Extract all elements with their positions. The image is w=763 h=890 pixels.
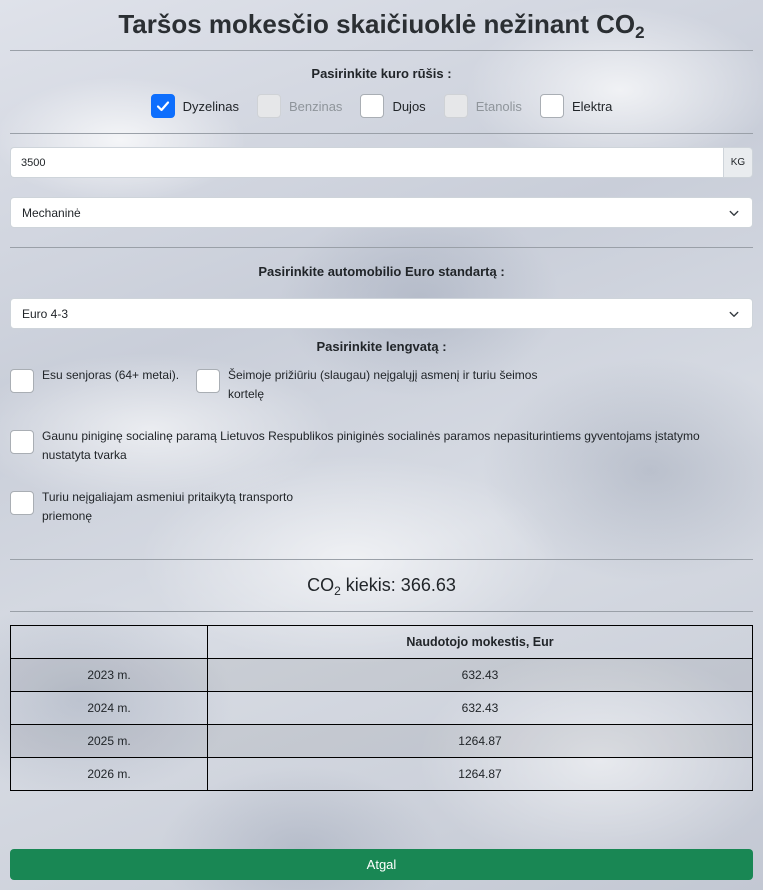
- tax-table: [10, 625, 753, 791]
- divider: [10, 50, 753, 51]
- caregiver-checkbox[interactable]: [196, 369, 220, 393]
- fuel-option-dujos[interactable]: [360, 94, 425, 118]
- divider: [10, 247, 753, 248]
- benefit-senior[interactable]: [10, 369, 196, 404]
- header-year: [11, 626, 208, 659]
- etanolis-label: Etanolis: [475, 98, 522, 114]
- benzinas-checkbox: [257, 94, 281, 118]
- table-row: [11, 692, 753, 725]
- dujos-label: Dujos: [392, 98, 426, 114]
- row-tax: 632.43: [208, 692, 753, 725]
- euro-selected-value: Euro 4-3: [22, 306, 69, 321]
- fuel-option-dyzelinas[interactable]: [151, 94, 239, 118]
- row-year: 2024 m.: [11, 692, 208, 725]
- table-row: [11, 659, 753, 692]
- benzinas-label: Benzinas: [288, 98, 343, 114]
- adapted-checkbox[interactable]: [10, 491, 34, 515]
- chevron-down-icon: [728, 207, 740, 219]
- euro-standard-select[interactable]: [10, 298, 753, 329]
- chevron-down-icon: [728, 308, 740, 320]
- table-row: [11, 725, 753, 758]
- benefits-section-label: Pasirinkite lengvatą :: [316, 339, 447, 354]
- check-icon: [155, 98, 171, 114]
- elektra-checkbox[interactable]: [540, 94, 564, 118]
- dyzelinas-checkbox[interactable]: [151, 94, 175, 118]
- senior-checkbox[interactable]: [10, 369, 34, 393]
- fuel-option-elektra[interactable]: [540, 94, 612, 118]
- row-year: 2025 m.: [11, 725, 208, 758]
- row-tax: 632.43: [208, 659, 753, 692]
- header-tax: Naudotojo mokestis, Eur: [208, 626, 753, 659]
- etanolis-checkbox: [444, 94, 468, 118]
- caregiver-label: Šeimoje prižiūriu (slaugau) neįgalųjį asmenį ir turiu šeimos kortelę: [228, 368, 538, 401]
- weight-input-group: [10, 147, 753, 178]
- co2-amount: $CO_2$ kiekis: 366.63: [307, 575, 456, 598]
- benefit-adapted[interactable]: [10, 491, 330, 526]
- dyzelinas-label: Dyzelinas: [182, 98, 239, 114]
- benefit-social[interactable]: [10, 430, 700, 465]
- divider: [10, 133, 753, 134]
- weight-unit-addon: KG: [723, 147, 753, 178]
- benefit-caregiver[interactable]: [196, 369, 566, 404]
- table-header-row: [11, 626, 753, 659]
- elektra-label: Elektra: [571, 98, 613, 114]
- fuel-option-etanolis: [444, 94, 522, 118]
- back-button[interactable]: Atgal: [10, 849, 753, 880]
- gearbox-select[interactable]: [10, 197, 753, 228]
- table-row: [11, 758, 753, 791]
- row-year: 2026 m.: [11, 758, 208, 791]
- row-year: 2023 m.: [11, 659, 208, 692]
- fuel-option-benzinas: [257, 94, 342, 118]
- adapted-label: Turiu neįgaliajam asmeniui pritaikytą transporto priemonę: [42, 490, 294, 523]
- gearbox-selected-value: Mechaninė: [22, 205, 81, 220]
- fuel-section-label: Pasirinkite kuro rūšis :: [311, 66, 452, 81]
- senior-label: Esu senjoras (64+ metai).: [42, 368, 180, 382]
- page-title: Taršos mokesčio skaičiuoklė nežinant $CO_2$: [118, 9, 645, 42]
- benefit-row-1: [10, 369, 753, 404]
- social-checkbox[interactable]: [10, 430, 34, 454]
- calculator-page: [10, 0, 753, 791]
- divider: [10, 611, 753, 612]
- euro-section-label: Pasirinkite automobilio Euro standartą :: [258, 264, 505, 279]
- row-tax: 1264.87: [208, 758, 753, 791]
- weight-input[interactable]: [10, 147, 723, 178]
- row-tax: 1264.87: [208, 725, 753, 758]
- dujos-checkbox[interactable]: [360, 94, 384, 118]
- fuel-options: [10, 94, 753, 118]
- social-label: Gaunu piniginę socialinę paramą Lietuvos Respublikos piniginės socialinės paramos nepasiturintiems gyventojams įstatymo nustatyta tvarka: [42, 429, 700, 462]
